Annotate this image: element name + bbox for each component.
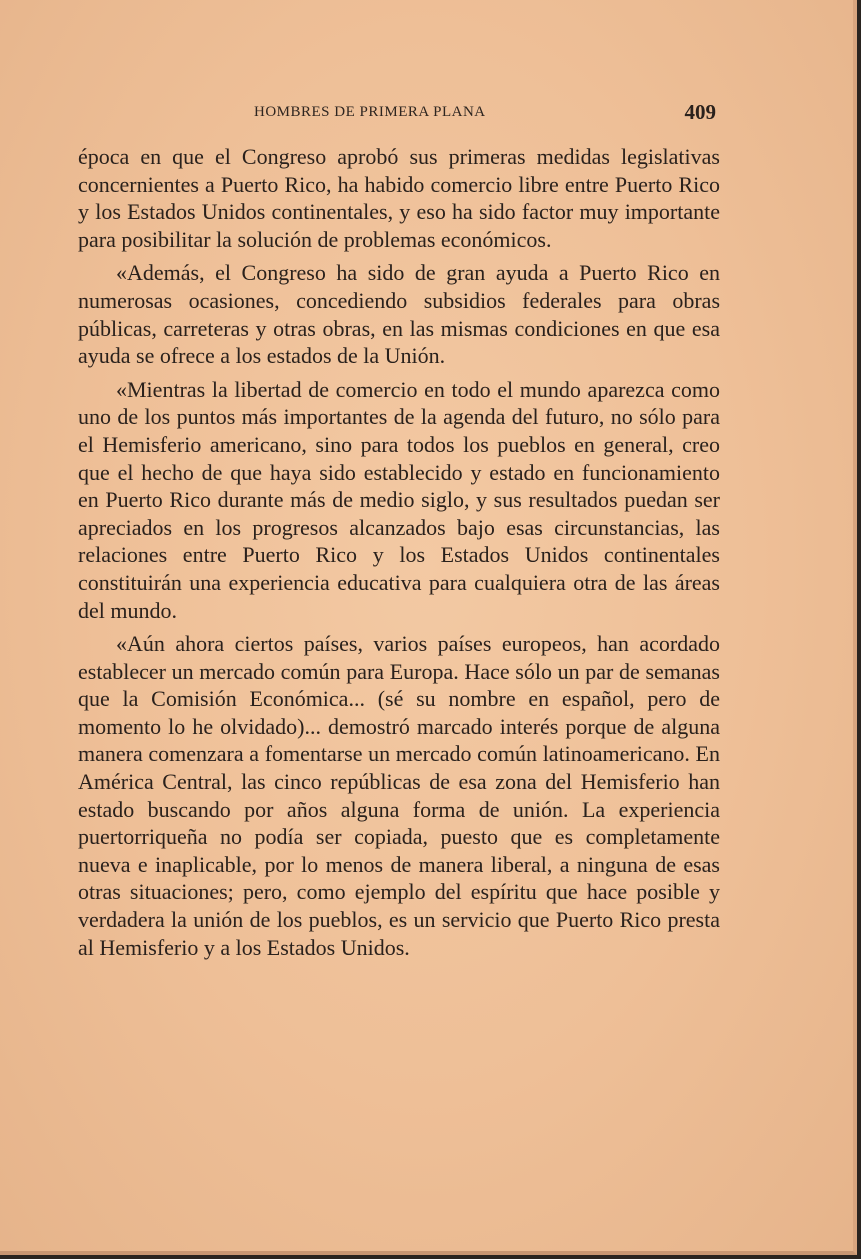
page-number: 409 — [684, 100, 716, 124]
running-title: HOMBRES DE PRIMERA PLANA — [254, 104, 486, 120]
paragraph-congress-aid: «Además, el Congreso ha sido de gran ayuda a Puerto Rico en numerosas ocasiones, concediendo subsidios federales para obras públicas, carreteras y otras obras, en las mismas condiciones en que esa ayuda se ofrece a los estados de la Unión. — [78, 260, 720, 369]
paragraph-common-market: «Aún ahora ciertos países, varios países europeos, han acordado establecer un mercado común para Europa. Hace sólo un par de semanas que la Comisión Económica... (sé su nombre en español, pero de momento lo he olvidado)... demostró marcado interés porque de alguna manera comenzara a fomentarse un mercado común latinoamericano. En América Central, las cinco repúblicas de esa zona del Hemisferio han estado buscando por años alguna forma de unión. La experiencia puertorriqueña no podía ser copiada, puesto que es completamente nueva e inaplicable, por lo menos de manera liberal, a ninguna de esas otras situaciones; pero, como ejemplo del espíritu que hace posible y verdadera la unión de los pueblos, es un servicio que Puerto Rico presta al Hemisferio y a los Estados Unidos. — [78, 631, 720, 960]
paragraph-continuation: época en que el Congreso aprobó sus primeras medidas legislativas concernientes a Puerto Rico, ha habido comercio libre entre Puerto Rico y los Estados Unidos continentales, y eso ha sido factor muy importante para posibilitar la solución de problemas económicos. — [78, 144, 720, 252]
running-head — [78, 100, 720, 128]
paragraph-free-trade: «Mientras la libertad de comercio en todo el mundo aparezca como uno de los puntos más importantes de la agenda del futuro, no sólo para el Hemisferio americano, sino para todos los pueblos en general, creo que el hecho de que haya sido establecido y estado en funcionamiento en Puerto Rico durante más de medio siglo, y sus resultados puedan ser apreciados en los progresos alcanzados bajo esas circunstancias, las relaciones entre Puerto Rico y los Estados Unidos continentales constituirán una experiencia educativa para cualquiera otra de las áreas del mundo. — [78, 376, 720, 623]
body-text — [78, 143, 720, 961]
